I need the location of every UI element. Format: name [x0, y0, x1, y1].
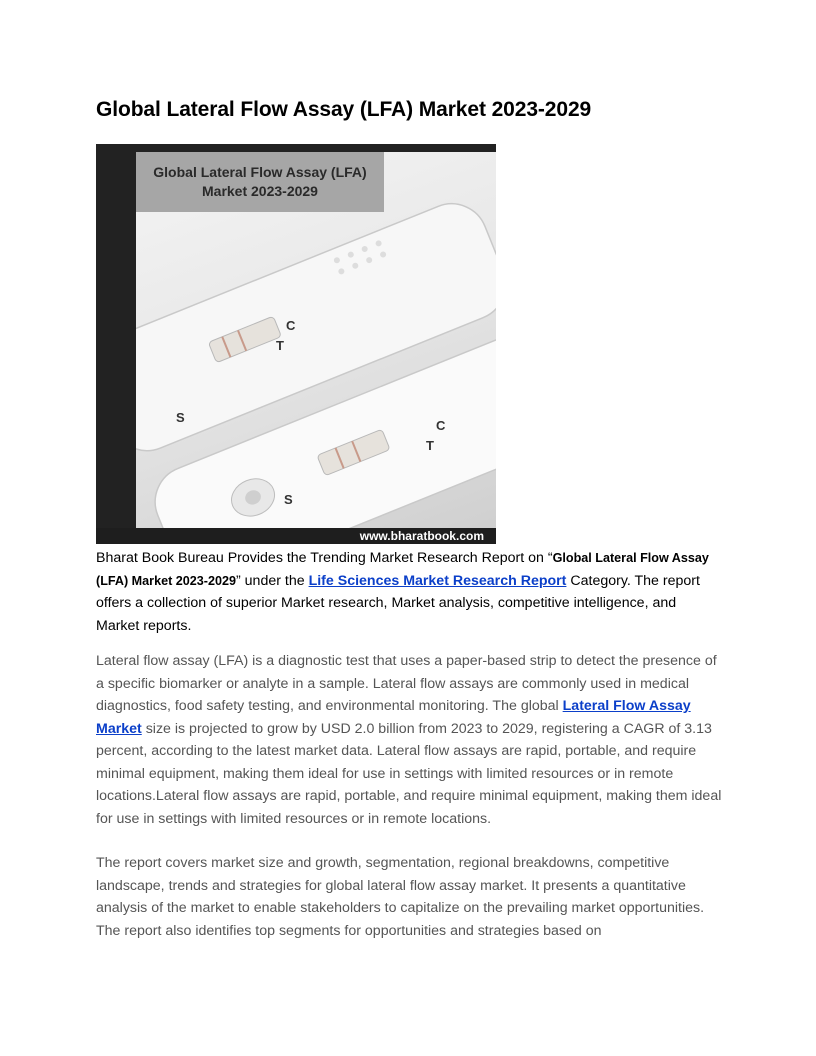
strip2-c-label: C — [436, 418, 446, 433]
strip2-s-label: S — [284, 492, 293, 507]
p2-text-after: size is projected to grow by USD 2.0 billion from 2023 to 2029, registering a CAGR of 3.13 percent, according to the latest market data. Lateral flow assays are rapid, portable, and require minimal equipment, making them ideal for use in settings with limited resources or in remote locations.Lateral flow assays are rapid, portable, and require minimal equipment, making them ideal for use in settings with limited resources or in remote locations. — [96, 720, 722, 827]
cover-image — [96, 144, 496, 544]
intro-paragraph — [96, 547, 722, 637]
cover-banner — [136, 152, 384, 212]
cover-banner-line1: Global Lateral Flow Assay (LFA) — [153, 164, 367, 180]
cover-photo — [136, 152, 496, 536]
cover-banner-line2: Market 2023-2029 — [202, 183, 318, 199]
strip1-t-label: T — [276, 338, 284, 353]
intro-text-after: Category. The report offers a collection of superior Market research, Market analysis, competitive intelligence, and Market reports. — [96, 572, 700, 634]
cover-watermark: www.bharatbook.com — [96, 528, 496, 544]
p2-text-before: Lateral flow assay (LFA) is a diagnostic test that uses a paper-based strip to detect the presence of a specific biomarker or analyte in a sample. Lateral flow assays are commonly used in medical diagnostics, food safety testing, and environmental monitoring. The global — [96, 653, 717, 714]
page-title: Global Lateral Flow Assay (LFA) Market 2023-2029 — [96, 98, 592, 121]
strip1-s-label: S — [176, 410, 185, 425]
intro-text-before: Bharat Book Bureau Provides the Trending Market Research Report on “ — [96, 550, 553, 566]
intro-report-name: Global Lateral Flow Assay (LFA) Market 2023-2029 — [96, 551, 709, 588]
intro-text-middle: ” under the — [236, 572, 309, 589]
life-sciences-category-link[interactable]: Life Sciences Market Research Report — [308, 572, 567, 589]
body-paragraph-lfa — [96, 650, 722, 830]
strip1-c-label: C — [286, 318, 296, 333]
lateral-flow-assay-market-link[interactable]: Lateral Flow Assay Market — [96, 698, 691, 737]
strip2-t-label: T — [426, 438, 434, 453]
body-paragraph-report-coverage: The report covers market size and growth, segmentation, regional breakdowns, competitive landscape, trends and strategies for global lateral flow assay market. It presents a quantitative analysis of the market to enable stakeholders to capitalize on the prevailing market opportunities. The report also identifies top segments for opportunities and strategies based on — [96, 855, 705, 939]
